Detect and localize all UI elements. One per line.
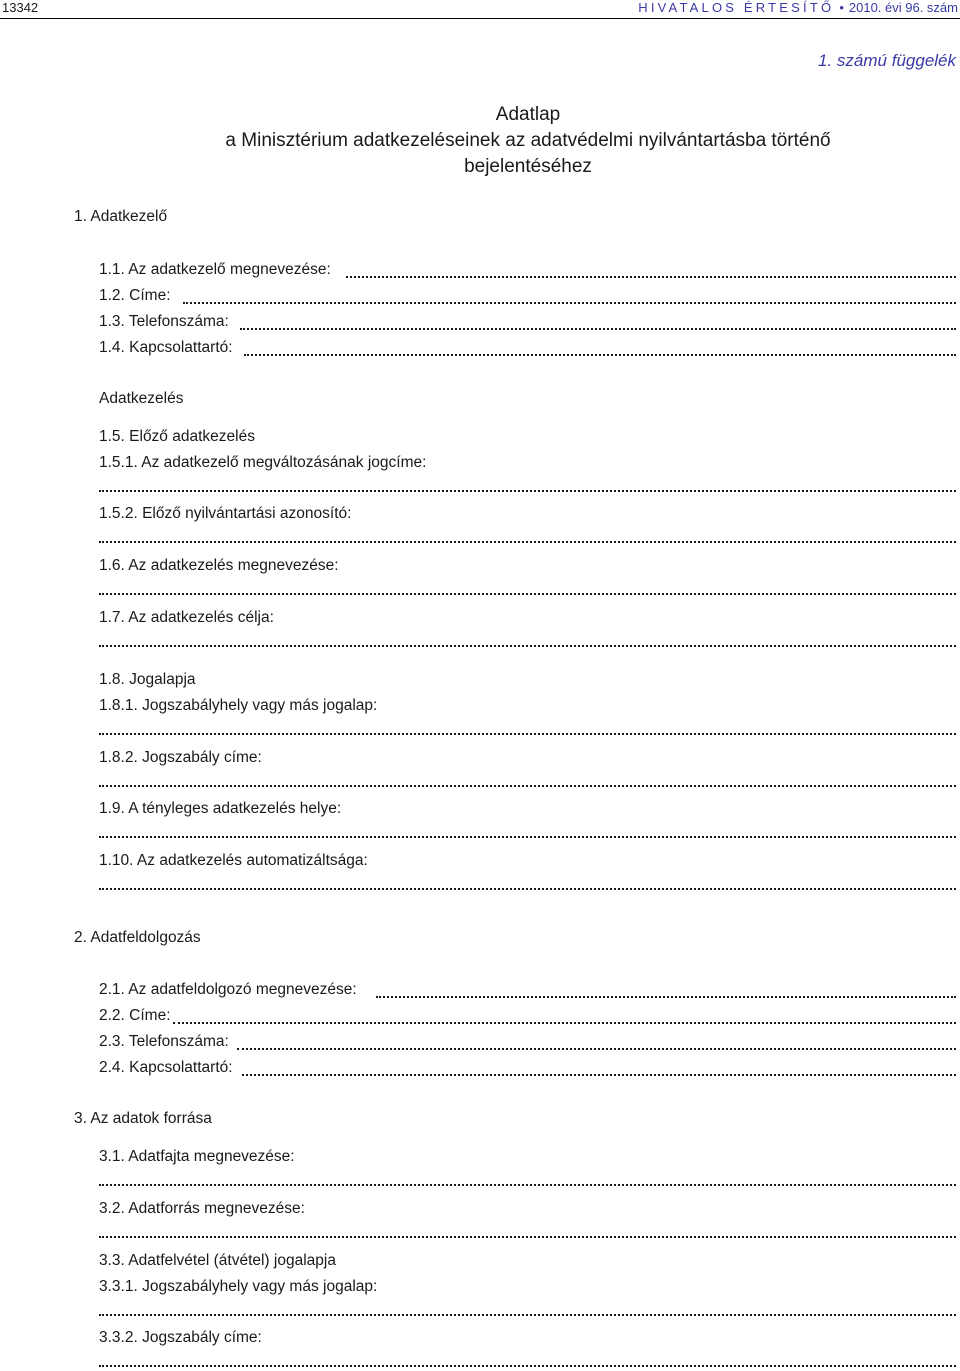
field-2-2-label: 2.2. Címe: [99, 1007, 171, 1024]
field-1-8-1-label: 1.8.1. Jogszabályhely vagy más jogalap: [99, 697, 378, 714]
field-1-3-input[interactable] [240, 328, 956, 330]
field-3-3-2-input[interactable] [99, 1365, 956, 1367]
field-1-4-label: 1.4. Kapcsolattartó: [99, 339, 233, 356]
field-3-3-1-label: 3.3.1. Jogszabályhely vagy más jogalap: [99, 1278, 378, 1295]
form-title [0, 102, 960, 180]
field-1-10-label: 1.10. Az adatkezelés automatizáltsága: [99, 852, 368, 869]
title-line-2: a Minisztérium adatkezeléseinek az adatvédelmi nyilvántartásba történő [225, 130, 831, 151]
field-1-5-label: 1.5. Előző adatkezelés [99, 428, 255, 445]
field-3-3-1-input[interactable] [99, 1314, 956, 1316]
section-1-heading: 1. Adatkezelő [74, 208, 168, 225]
field-2-2-input[interactable] [173, 1022, 956, 1024]
field-2-4-input[interactable] [242, 1074, 956, 1076]
field-1-9-label: 1.9. A tényleges adatkezelés helye: [99, 800, 342, 817]
field-3-1-input[interactable] [99, 1184, 956, 1186]
issue-number: 2010. évi 96. szám [848, 0, 958, 15]
title-line-1: Adatlap [495, 104, 561, 125]
field-1-5-2-input[interactable] [99, 541, 956, 543]
field-1-5-1-label: 1.5.1. Az adatkezelő megváltozásának jogcíme: [99, 454, 427, 471]
field-1-6-label: 1.6. Az adatkezelés megnevezése: [99, 557, 339, 574]
field-1-8-2-label: 1.8.2. Jogszabály címe: [99, 749, 262, 766]
field-1-2-label: 1.2. Címe: [99, 287, 171, 304]
field-1-3-label: 1.3. Telefonszáma: [99, 313, 229, 330]
field-3-2-input[interactable] [99, 1236, 956, 1238]
page-number: 13342 [2, 0, 39, 15]
field-1-8-label: 1.8. Jogalapja [99, 671, 196, 688]
bullet-separator: • [839, 0, 844, 15]
field-2-4-label: 2.4. Kapcsolattartó: [99, 1059, 233, 1076]
field-3-3-2-label: 3.3.2. Jogszabály címe: [99, 1329, 262, 1346]
field-2-1-input[interactable] [376, 996, 956, 998]
field-1-5-1-input[interactable] [99, 490, 956, 492]
field-2-3-input[interactable] [237, 1048, 956, 1050]
field-1-9-input[interactable] [99, 836, 956, 838]
running-header [0, 0, 960, 22]
journal-title [638, 0, 958, 15]
section-3-heading: 3. Az adatok forrása [74, 1110, 212, 1127]
field-2-1-label: 2.1. Az adatfeldolgozó megnevezése: [99, 981, 357, 998]
field-1-7-input[interactable] [99, 645, 956, 647]
field-1-5-2-label: 1.5.2. Előző nyilvántartási azonosító: [99, 505, 352, 522]
field-1-1-label: 1.1. Az adatkezelő megnevezése: [99, 261, 331, 278]
field-1-4-input[interactable] [244, 354, 956, 356]
field-3-2-label: 3.2. Adatforrás megnevezése: [99, 1200, 305, 1217]
journal-name: HIVATALOS ÉRTESÍTŐ [638, 0, 835, 15]
appendix-label: 1. számú függelék [818, 51, 956, 70]
field-1-8-2-input[interactable] [99, 785, 956, 787]
field-2-3-label: 2.3. Telefonszáma: [99, 1033, 229, 1050]
section-2-heading: 2. Adatfeldolgozás [74, 929, 201, 946]
field-1-2-input[interactable] [183, 302, 956, 304]
field-3-3-label: 3.3. Adatfelvétel (átvétel) jogalapja [99, 1252, 336, 1269]
field-1-1-input[interactable] [346, 276, 956, 278]
field-1-10-input[interactable] [99, 888, 956, 890]
field-1-8-1-input[interactable] [99, 733, 956, 735]
field-1-7-label: 1.7. Az adatkezelés célja: [99, 609, 274, 626]
header-rule [0, 18, 960, 19]
field-3-1-label: 3.1. Adatfajta megnevezése: [99, 1148, 295, 1165]
adatkezeles-heading: Adatkezelés [99, 390, 184, 407]
field-1-6-input[interactable] [99, 593, 956, 595]
title-line-3: bejelentéséhez [464, 156, 592, 177]
